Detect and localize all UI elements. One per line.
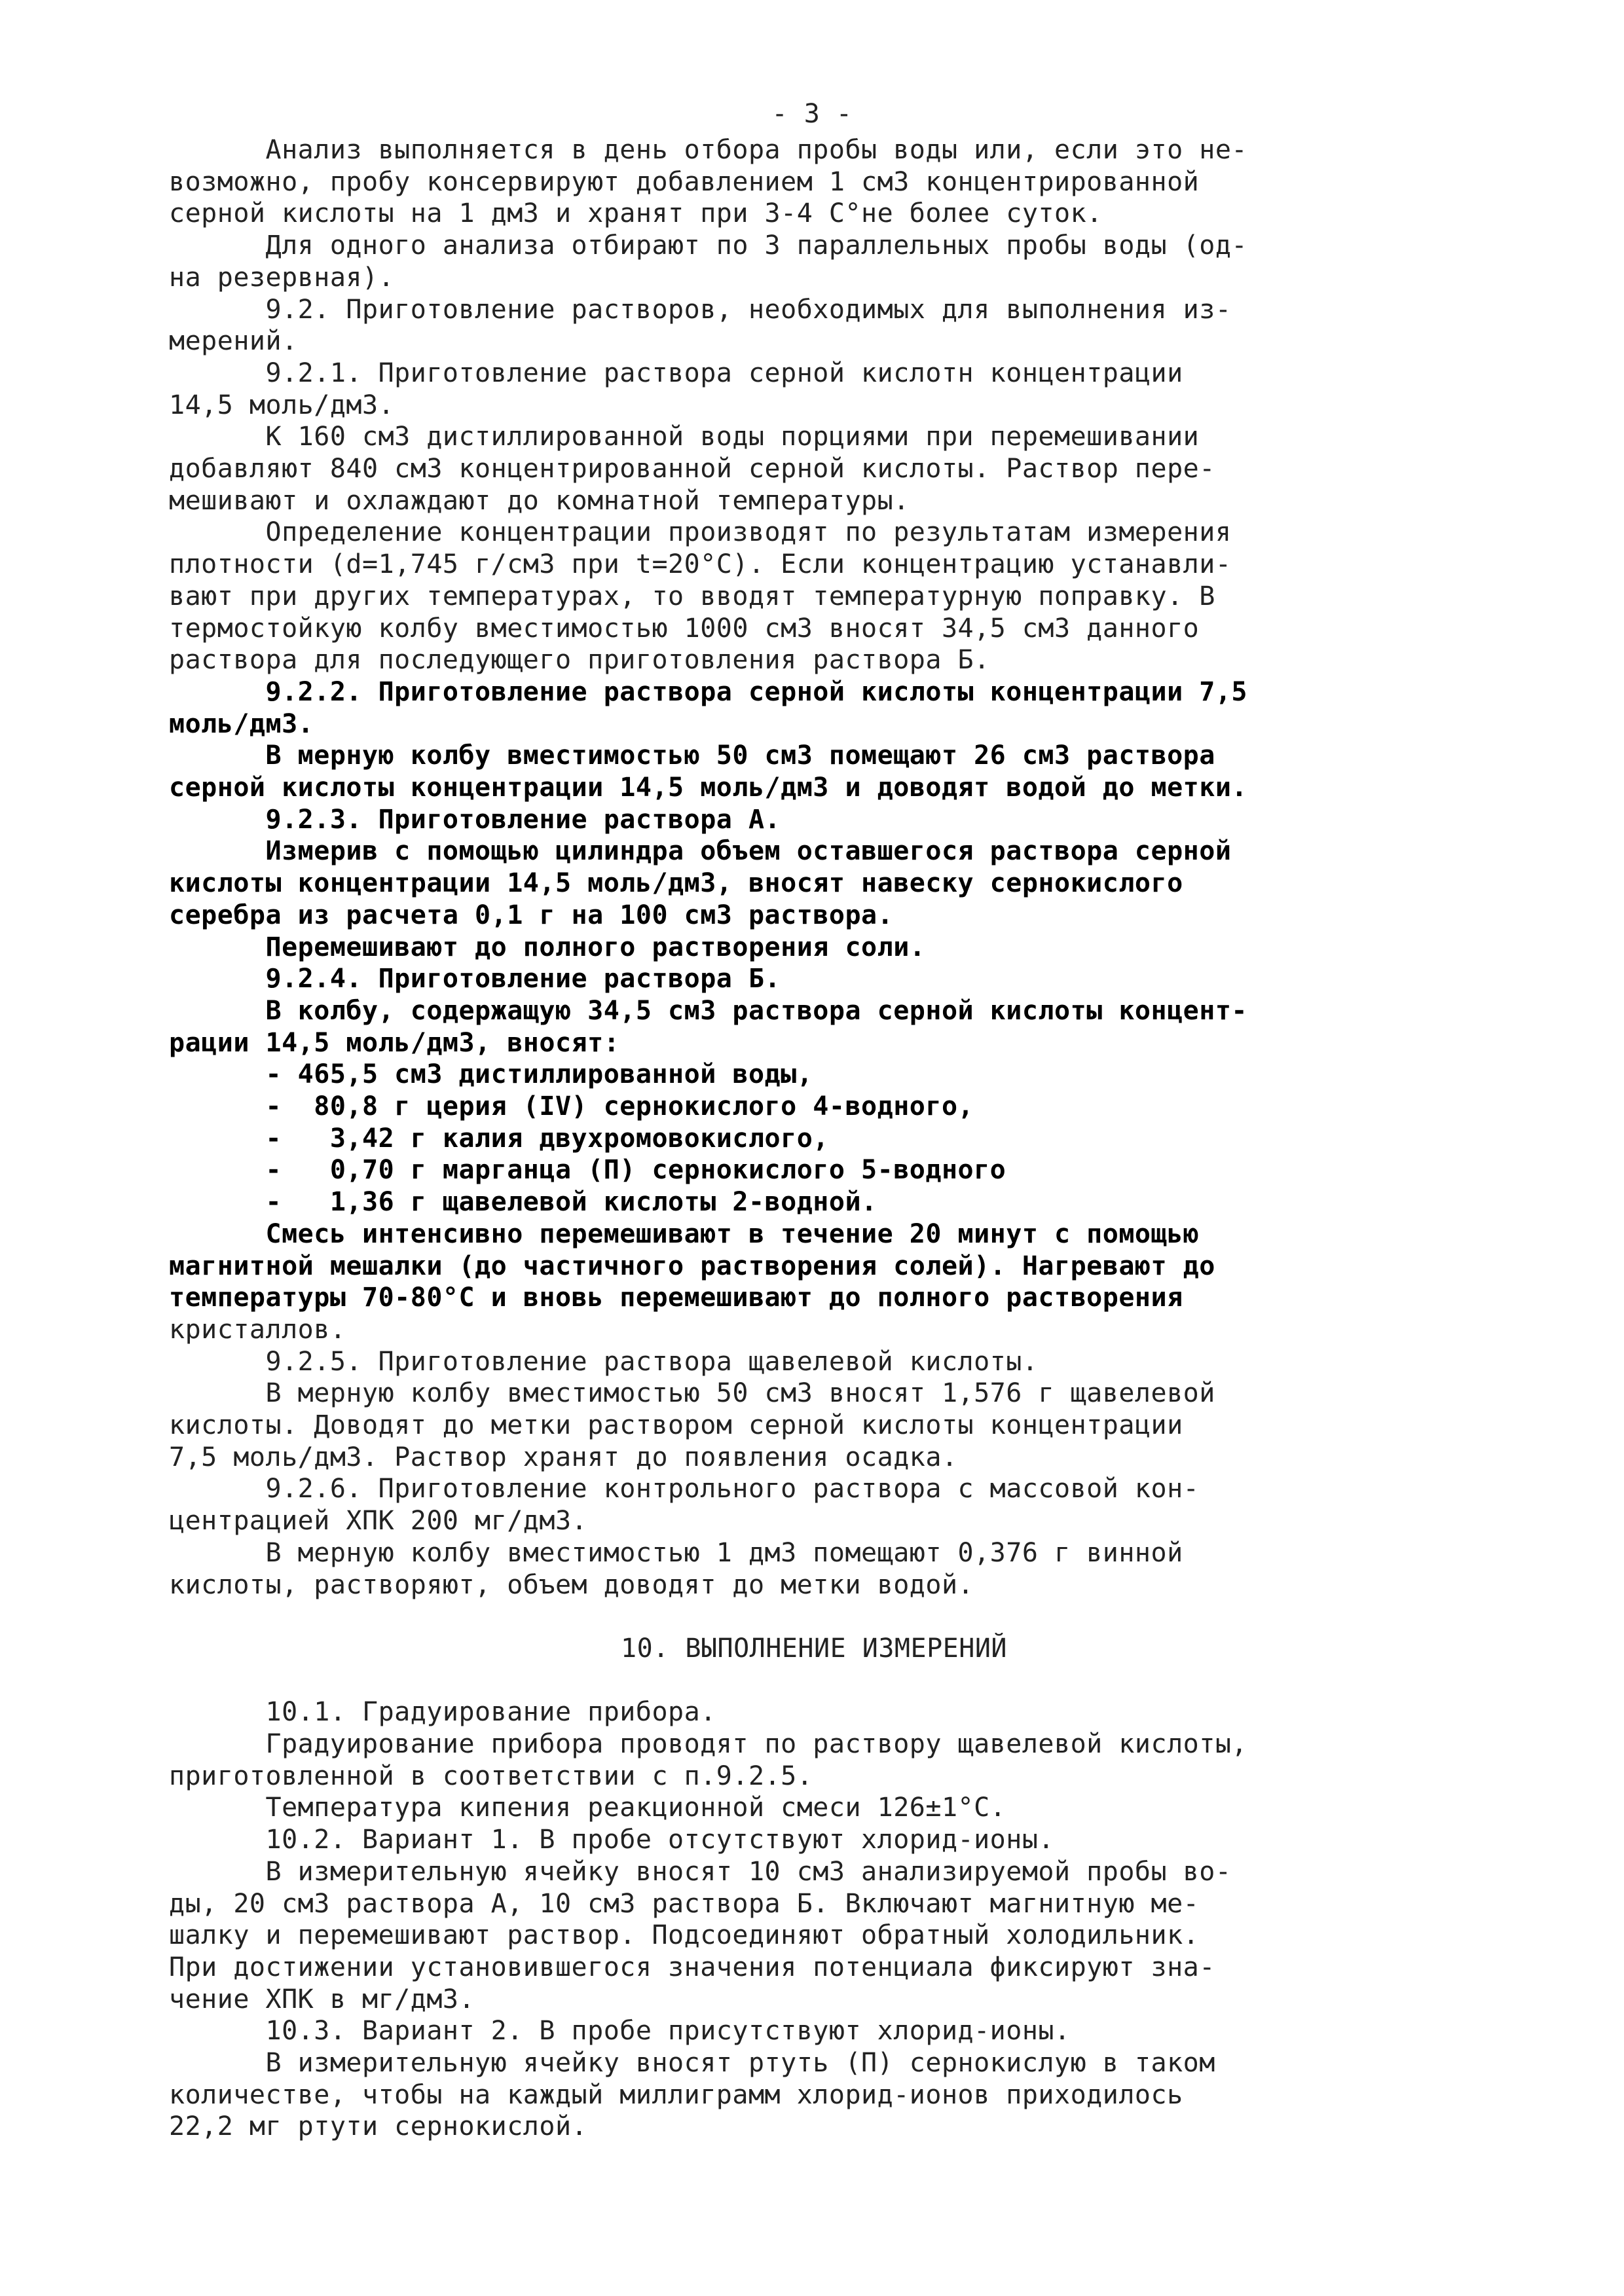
text-line: Определение концентрации производят по результатам измерения	[169, 517, 1232, 547]
text-line: 9.2. Приготовление растворов, необходимых для выполнения из-	[169, 295, 1232, 325]
text-line: В мерную колбу вместимостью 1 дм3 помещают 0,376 г винной	[169, 1538, 1183, 1568]
text-line: ды, 20 см3 раствора А, 10 см3 раствора Б. Включают магнитную ме-	[169, 1889, 1200, 1919]
text-line: В мерную колбу вместимостью 50 см3 вносят 1,576 г щавелевой	[169, 1378, 1215, 1408]
text-line: серной кислоты концентрации 14,5 моль/дм3 и доводят водой до метки.	[169, 773, 1247, 803]
text-line	[169, 1665, 1459, 1696]
section-heading: 10. ВЫПОЛНЕНИЕ ИЗМЕРЕНИЙ	[621, 1633, 1007, 1664]
text-line: 9.2.1. Приготовление раствора серной кислотн концентрации	[169, 358, 1183, 388]
text-line: - 465,5 см3 дистиллированной воды,	[169, 1059, 813, 1089]
text-line: кислоты. Доводят до метки раствором серной кислоты концентрации	[169, 1410, 1183, 1440]
text-line: кислоты, растворяют, объем доводят до метки водой.	[169, 1570, 974, 1600]
text-line: Смесь интенсивно перемешивают в течение 20 минут с помощью	[169, 1219, 1200, 1249]
text-line: моль/дм3.	[169, 709, 314, 739]
text-line: 9.2.6. Приготовление контрольного раствора с массовой кон-	[169, 1474, 1200, 1504]
text-line: 9.2.2. Приготовление раствора серной кислоты концентрации 7,5	[169, 677, 1247, 707]
text-line: 10.1. Градуирование прибора.	[169, 1697, 716, 1727]
text-line: 9.2.5. Приготовление раствора щавелевой кислоты.	[169, 1347, 1039, 1377]
text-line: приготовленной в соответствии с п.9.2.5.	[169, 1761, 813, 1791]
text-line: термостойкую колбу вместимостью 1000 см3 вносят 34,5 см3 данного	[169, 613, 1200, 644]
text-line: кислоты концентрации 14,5 моль/дм3, вносят навеску сернокислого	[169, 868, 1183, 898]
text-line: магнитной мешалки (до частичного растворения солей). Нагревают до	[169, 1251, 1215, 1281]
text-line: Для одного анализа отбирают по 3 параллельных пробы воды (од-	[169, 230, 1247, 261]
text-line: Измерив с помощью цилиндра объем оставшегося раствора серной	[169, 836, 1232, 866]
text-line: 9.2.3. Приготовление раствора А.	[169, 805, 781, 835]
text-line: количестве, чтобы на каждый миллиграмм хлорид-ионов приходилось	[169, 2080, 1183, 2110]
text-line: плотности (d=1,745 г/см3 при t=20°С). Если концентрацию устанавли-	[169, 549, 1232, 579]
text-line: температуры 70-80°С и вновь перемешивают до полного растворения	[169, 1283, 1183, 1313]
text-line: 10.2. Вариант 1. В пробе отсутствуют хлорид-ионы.	[169, 1825, 1055, 1855]
text-line: - 80,8 г церия (IV) сернокислого 4-водного,	[169, 1091, 974, 1121]
text-line: В колбу, содержащую 34,5 см3 раствора серной кислоты концент-	[169, 996, 1247, 1026]
text-line: 14,5 моль/дм3.	[169, 390, 395, 420]
text-line: 9.2.4. Приготовление раствора Б.	[169, 964, 781, 994]
text-line: серной кислоты на 1 дм3 и хранят при 3-4 С°не более суток.	[169, 198, 1103, 228]
text-line: В мерную колбу вместимостью 50 см3 помещают 26 см3 раствора	[169, 740, 1215, 771]
text-line: центрацией ХПК 200 мг/дм3.	[169, 1506, 588, 1536]
page-number: - 3 -	[771, 99, 853, 129]
text-line: рации 14,5 моль/дм3, вносят:	[169, 1028, 620, 1058]
text-line: Анализ выполняется в день отбора пробы воды или, если это не-	[169, 135, 1247, 165]
text-line: Перемешивают до полного растворения соли.	[169, 932, 926, 962]
text-line: В измерительную ячейку вносят ртуть (П) сернокислую в таком	[169, 2048, 1215, 2078]
text-line: - 1,36 г щавелевой кислоты 2-водной.	[169, 1187, 877, 1217]
text-line: 22,2 мг ртути сернокислой.	[169, 2111, 588, 2141]
text-line: кристаллов.	[169, 1315, 346, 1345]
text-line: 10.3. Вариант 2. В пробе присутствуют хлорид-ионы.	[169, 2016, 1071, 2046]
text-line: - 0,70 г марганца (П) сернокислого 5-водного	[169, 1155, 1006, 1185]
text-line: Температура кипения реакционной смеси 126±1°С.	[169, 1793, 1006, 1823]
text-line: серебра из расчета 0,1 г на 100 см3 раствора.	[169, 900, 894, 930]
text-line: на резервная).	[169, 263, 395, 293]
text-line: вают при других температурах, то вводят температурную поправку. В	[169, 581, 1215, 611]
text-line: При достижении установившегося значения потенциала фиксируют зна-	[169, 1952, 1215, 1982]
text-line	[169, 1601, 1459, 1632]
text-line: добавляют 840 см3 концентрированной серной кислоты. Раствор пере-	[169, 454, 1215, 484]
text-line: возможно, пробу консервируют добавлением 1 см3 концентрированной	[169, 167, 1200, 197]
text-line: 7,5 моль/дм3. Раствор хранят до появления осадка.	[169, 1442, 958, 1472]
text-line: шалку и перемешивают раствор. Подсоединяют обратный холодильник.	[169, 1920, 1200, 1950]
text-line: мешивают и охлаждают до комнатной температуры.	[169, 486, 910, 516]
text-line: раствора для последующего приготовления раствора Б.	[169, 645, 990, 675]
text-line: Градуирование прибора проводят по раствору щавелевой кислоты,	[169, 1729, 1247, 1759]
text-line: чение ХПК в мг/дм3.	[169, 1984, 475, 2014]
text-line: В измерительную ячейку вносят 10 см3 анализируемой пробы во-	[169, 1857, 1232, 1887]
text-line: мерений.	[169, 326, 298, 356]
text-line: - 3,42 г калия двухромовокислого,	[169, 1123, 829, 1154]
text-line: К 160 см3 дистиллированной воды порциями при перемешивании	[169, 422, 1200, 452]
